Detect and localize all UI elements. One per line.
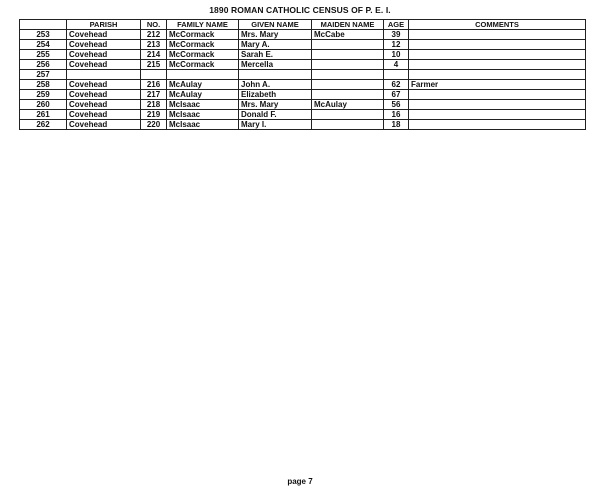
family-name-cell <box>167 70 239 80</box>
no-cell <box>141 70 167 80</box>
comments-cell <box>409 120 586 130</box>
comments-cell <box>409 60 586 70</box>
given-name-cell: John A. <box>239 80 312 90</box>
parish-cell: Covehead <box>67 50 141 60</box>
no-cell: 219 <box>141 110 167 120</box>
age-cell: 18 <box>384 120 409 130</box>
row-number: 262 <box>20 120 67 130</box>
age-cell: 10 <box>384 50 409 60</box>
parish-cell <box>67 70 141 80</box>
maiden-name-cell <box>312 50 384 60</box>
row-number: 258 <box>20 80 67 90</box>
given-name-cell: Sarah E. <box>239 50 312 60</box>
comments-cell <box>409 70 586 80</box>
parish-cell: Covehead <box>67 120 141 130</box>
header-age: AGE <box>384 20 409 30</box>
no-cell: 220 <box>141 120 167 130</box>
parish-cell: Covehead <box>67 80 141 90</box>
comments-cell <box>409 110 586 120</box>
table-row <box>20 120 586 130</box>
header-parish: PARISH <box>67 20 141 30</box>
header-row <box>20 20 586 30</box>
age-cell: 4 <box>384 60 409 70</box>
no-cell: 213 <box>141 40 167 50</box>
no-cell: 217 <box>141 90 167 100</box>
no-cell: 212 <box>141 30 167 40</box>
family-name-cell: McIsaac <box>167 110 239 120</box>
age-cell: 16 <box>384 110 409 120</box>
table-row <box>20 30 586 40</box>
parish-cell: Covehead <box>67 110 141 120</box>
maiden-name-cell: McAulay <box>312 100 384 110</box>
header-comments: COMMENTS <box>409 20 586 30</box>
row-number: 256 <box>20 60 67 70</box>
maiden-name-cell <box>312 70 384 80</box>
given-name-cell: Mercella <box>239 60 312 70</box>
table-row <box>20 50 586 60</box>
age-cell <box>384 70 409 80</box>
census-table <box>19 19 586 130</box>
given-name-cell: Donald F. <box>239 110 312 120</box>
given-name-cell: Mrs. Mary <box>239 100 312 110</box>
header-maiden-name: MAIDEN NAME <box>312 20 384 30</box>
maiden-name-cell <box>312 40 384 50</box>
family-name-cell: McIsaac <box>167 120 239 130</box>
table-row <box>20 110 586 120</box>
given-name-cell: Mrs. Mary <box>239 30 312 40</box>
given-name-cell: Mary I. <box>239 120 312 130</box>
maiden-name-cell <box>312 90 384 100</box>
parish-cell: Covehead <box>67 100 141 110</box>
header-family-name: FAMILY NAME <box>167 20 239 30</box>
maiden-name-cell <box>312 60 384 70</box>
row-number: 257 <box>20 70 67 80</box>
table-row <box>20 60 586 70</box>
family-name-cell: McAulay <box>167 80 239 90</box>
maiden-name-cell <box>312 120 384 130</box>
family-name-cell: McCormack <box>167 30 239 40</box>
maiden-name-cell <box>312 110 384 120</box>
given-name-cell: Elizabeth <box>239 90 312 100</box>
family-name-cell: McIsaac <box>167 100 239 110</box>
maiden-name-cell <box>312 80 384 90</box>
age-cell: 12 <box>384 40 409 50</box>
no-cell: 218 <box>141 100 167 110</box>
family-name-cell: McCormack <box>167 40 239 50</box>
comments-cell <box>409 100 586 110</box>
comments-cell <box>409 30 586 40</box>
parish-cell: Covehead <box>67 30 141 40</box>
table-row <box>20 100 586 110</box>
comments-cell <box>409 40 586 50</box>
no-cell: 214 <box>141 50 167 60</box>
row-number: 261 <box>20 110 67 120</box>
no-cell: 215 <box>141 60 167 70</box>
parish-cell: Covehead <box>67 60 141 70</box>
comments-cell <box>409 50 586 60</box>
table-row <box>20 40 586 50</box>
table-row <box>20 90 586 100</box>
row-number: 259 <box>20 90 67 100</box>
row-number: 253 <box>20 30 67 40</box>
header-rownum <box>20 20 67 30</box>
row-number: 260 <box>20 100 67 110</box>
page-title: 1890 ROMAN CATHOLIC CENSUS OF P. E. I. <box>209 5 391 15</box>
page-number: page 7 <box>287 477 313 486</box>
age-cell: 39 <box>384 30 409 40</box>
maiden-name-cell: McCabe <box>312 30 384 40</box>
given-name-cell: Mary A. <box>239 40 312 50</box>
given-name-cell <box>239 70 312 80</box>
age-cell: 56 <box>384 100 409 110</box>
parish-cell: Covehead <box>67 90 141 100</box>
age-cell: 67 <box>384 90 409 100</box>
header-no: NO. <box>141 20 167 30</box>
table-row <box>20 80 586 90</box>
header-given-name: GIVEN NAME <box>239 20 312 30</box>
comments-cell <box>409 90 586 100</box>
family-name-cell: McCormack <box>167 50 239 60</box>
row-number: 254 <box>20 40 67 50</box>
family-name-cell: McCormack <box>167 60 239 70</box>
table-row <box>20 70 586 80</box>
parish-cell: Covehead <box>67 40 141 50</box>
no-cell: 216 <box>141 80 167 90</box>
row-number: 255 <box>20 50 67 60</box>
age-cell: 62 <box>384 80 409 90</box>
comments-cell: Farmer <box>409 80 586 90</box>
family-name-cell: McAulay <box>167 90 239 100</box>
